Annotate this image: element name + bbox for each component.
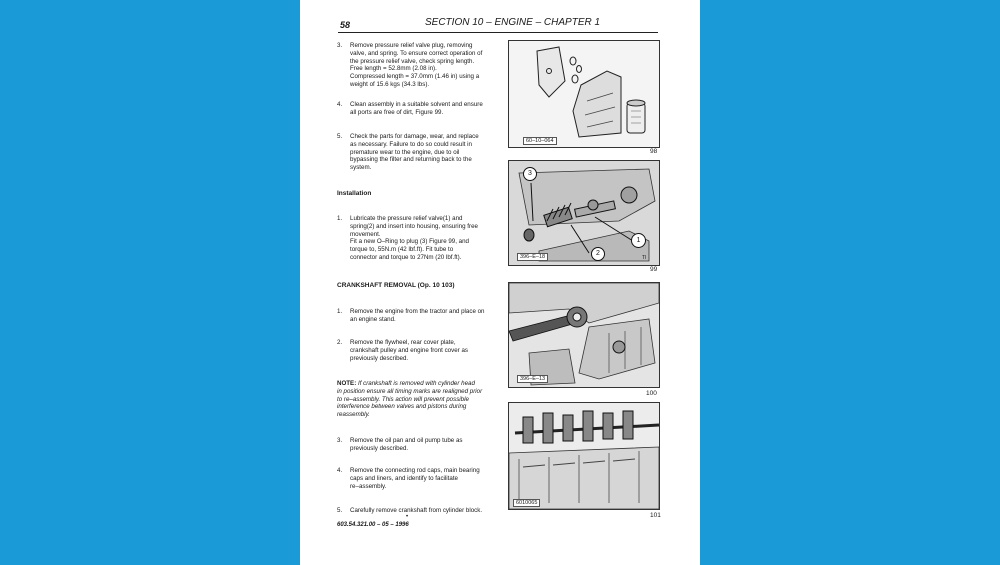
figure-code: 6010065 <box>513 499 540 507</box>
step-number: 5. <box>337 133 343 140</box>
step-line: as necessary. Failure to do so could result in <box>350 140 472 148</box>
figure-number: 101 <box>650 512 661 519</box>
figure-101 <box>508 402 660 510</box>
callout-2: 2 <box>591 247 605 261</box>
step-line: previously described. <box>350 354 409 362</box>
step-line: Clean assembly in a suitable solvent and ensure <box>350 101 483 108</box>
figure-98 <box>508 40 660 148</box>
removal-step-2 <box>337 339 492 362</box>
callout-1: 1 <box>631 233 646 248</box>
figure-number: 99 <box>650 266 658 273</box>
step-line: caps and liners, and identify to facilitate <box>350 474 459 482</box>
figure-100 <box>508 282 660 388</box>
note-line: reassembly. <box>337 411 370 419</box>
note-label: NOTE: <box>337 380 357 387</box>
step-line: movement. <box>350 230 381 238</box>
step-line: bypassing the filter and returning back to the <box>350 156 472 164</box>
manual-page <box>300 0 700 565</box>
step-line: Lubricate the pressure relief valve(1) and <box>350 215 463 222</box>
installation-step-1 <box>337 215 492 262</box>
step-number: 1. <box>337 308 343 315</box>
step-line: Remove the engine from the tractor and place on <box>350 308 485 315</box>
figure-code: 396–E–18 <box>517 253 548 261</box>
crankshaft-removal-heading: CRANKSHAFT REMOVAL (Op. 10 103) <box>337 282 455 289</box>
step-line: connector and torque to 27Nm (20 lbf.ft). <box>350 253 462 261</box>
step-line: weight of 15.6 kgs (34.3 lbs). <box>350 80 430 88</box>
step-number: 1. <box>337 215 343 222</box>
footer-dot: • <box>406 514 409 520</box>
left-border <box>0 0 300 565</box>
figure-code: 60–10–064 <box>523 137 557 145</box>
step-line: Remove the oil pan and oil pump tube as <box>350 437 463 444</box>
step-line: Free length = 52.8mm (2.08 in). <box>350 65 437 73</box>
removal-step-1 <box>337 308 492 324</box>
step-line: Compressed length = 37.0mm (1.46 in) using a <box>350 73 480 81</box>
note-line: to re–assembly. This action will prevent possible <box>337 395 469 403</box>
step-4 <box>337 101 492 117</box>
header-rule <box>338 32 658 33</box>
removal-step-3 <box>337 437 492 453</box>
right-border <box>700 0 1000 565</box>
note-line: If crankshaft is removed with cylinder head <box>357 380 475 387</box>
figure-number: 100 <box>646 390 657 397</box>
step-line: Remove the flywheel, rear cover plate, <box>350 339 456 346</box>
note-line: in position ensure all timing marks are realigned prior <box>337 387 483 395</box>
step-number: 4. <box>337 101 343 108</box>
crankcase-illustration <box>509 283 659 387</box>
removal-step-5 <box>337 507 492 515</box>
step-line: previously described. <box>350 444 409 452</box>
step-number: 2. <box>337 339 343 346</box>
step-line: premature wear to the engine, due to oil <box>350 148 460 156</box>
step-line: spring(2) and insert into housing, ensuring free <box>350 222 478 230</box>
step-number: 4. <box>337 467 343 474</box>
page-number: 58 <box>340 20 351 30</box>
step-3 <box>337 42 492 89</box>
step-line: re–assembly. <box>350 482 387 490</box>
step-line: an engine stand. <box>350 315 396 323</box>
section-title: SECTION 10 – ENGINE – CHAPTER 1 <box>425 17 601 28</box>
figure-code: 396–E–13 <box>517 375 548 383</box>
footer-code: 603.54.321.00 – 05 – 1996 <box>337 522 409 528</box>
note-line: interference between valves and pistons during <box>337 403 467 411</box>
figure-99 <box>508 160 660 266</box>
oil-filter-housing-illustration <box>509 41 659 147</box>
step-line: Check the parts for damage, wear, and replace <box>350 133 479 140</box>
step-number: 3. <box>337 42 343 49</box>
figure-mark: TI <box>642 255 647 261</box>
step-line: Carefully remove crankshaft from cylinder block. <box>350 507 483 514</box>
step-5 <box>337 133 492 172</box>
step-number: 3. <box>337 437 343 444</box>
step-line: Remove pressure relief valve plug, removing <box>350 42 473 49</box>
note-block <box>337 380 492 419</box>
removal-step-4 <box>337 467 492 490</box>
step-line: Fit a new O–Ring to plug (3) Figure 99, and <box>350 238 470 246</box>
step-line: the pressure relief valve, check spring length. <box>350 57 475 65</box>
step-line: all ports are free of dirt, Figure 99. <box>350 108 444 116</box>
step-line: crankshaft pulley and engine front cover as <box>350 346 468 354</box>
crankshaft-block-illustration <box>509 403 659 509</box>
step-line: Remove the connecting rod caps, main bearing <box>350 467 480 474</box>
step-line: torque to, 55N.m (42 lbf.ft). Fit tube to <box>350 246 454 254</box>
installation-heading: Installation <box>337 190 372 197</box>
step-number: 5. <box>337 507 343 514</box>
step-line: system. <box>350 164 372 172</box>
callout-3: 3 <box>523 167 537 181</box>
step-line: valve, and spring. To ensure correct operation of <box>350 49 483 57</box>
figure-number: 98 <box>650 148 658 155</box>
